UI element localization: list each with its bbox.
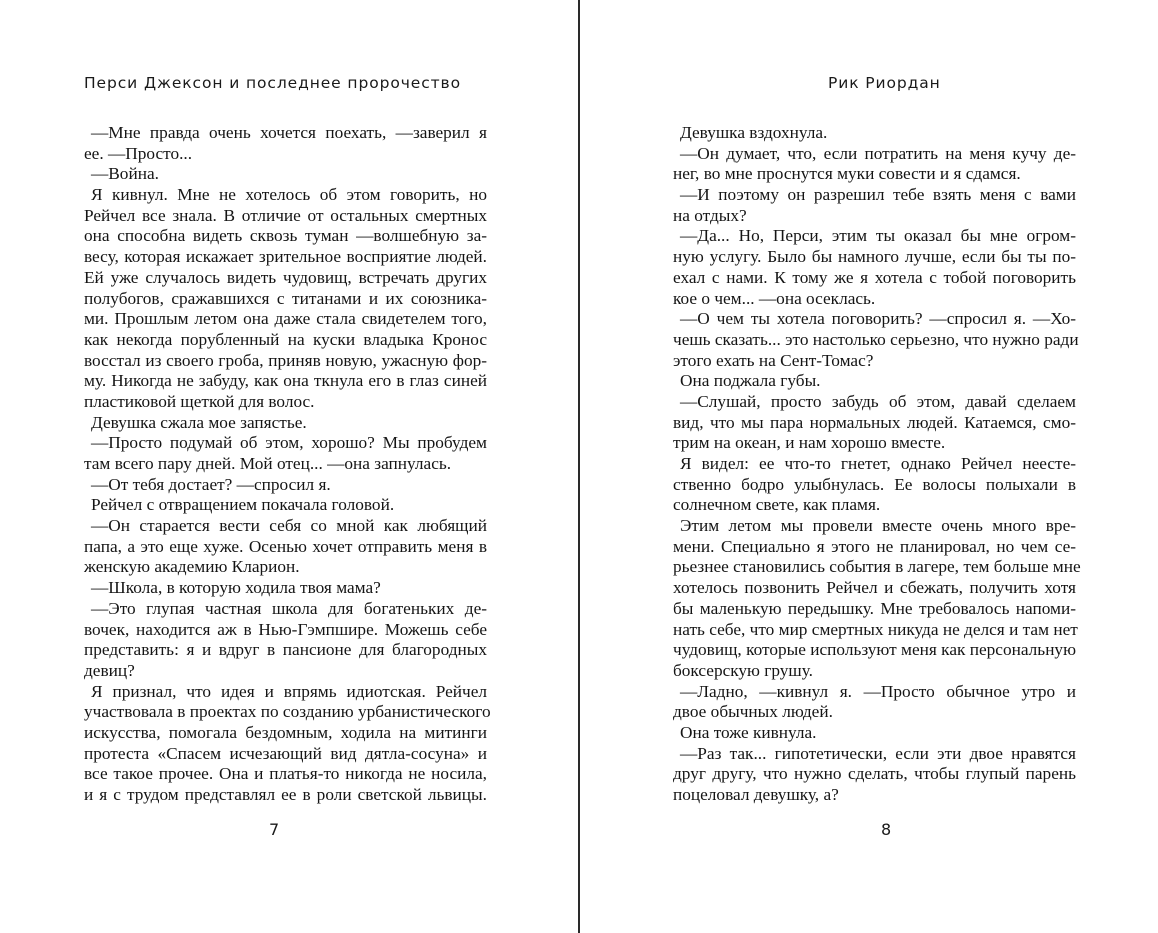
text-line: Этим летом мы провели вместе очень много вре- <box>680 516 1076 536</box>
text-line: ную услугу. Было бы намного лучше, если бы ты по- <box>673 247 1076 267</box>
text-line: двое обычных людей. <box>673 702 833 722</box>
text-line: протеста «Спасем исчезающий вид дятла-сосуна» и <box>84 743 487 763</box>
text-line: девиц? <box>84 660 135 680</box>
right-page-number: 8 <box>881 820 892 839</box>
text-line: нег, во мне проснутся муки совести и я сдамся. <box>673 164 1021 184</box>
text-line: ее. —Просто... <box>84 143 193 163</box>
text-line: на отдых? <box>673 205 747 225</box>
left-body-text <box>84 123 491 806</box>
text-line: искусства, помогала бездомным, ходила на митинги <box>84 722 487 742</box>
text-line: хотелось позвонить Рейчел и сбежать, получить хотя <box>673 578 1076 598</box>
text-line: ехал с нами. К тому же я хотела с тобой поговорить <box>673 267 1076 287</box>
text-line: она способна видеть сквозь туман —волшебную за- <box>84 226 487 246</box>
left-page-number: 7 <box>269 820 280 839</box>
text-line: как некогда порубленный на куски владыка Кронос <box>84 329 487 349</box>
text-line: друг другу, что нужно сделать, чтобы глупый парень <box>673 764 1076 784</box>
text-line: восстал из своего гроба, приняв новую, ужасную фор- <box>84 350 487 370</box>
text-line: —Просто подумай об этом, хорошо? Мы пробудем <box>91 433 487 453</box>
right-page <box>580 0 1158 933</box>
text-line: Она тоже кивнула. <box>680 722 817 742</box>
left-running-head: Перси Джексон и последнее пророчество <box>84 74 461 92</box>
text-line: ми. Прошлым летом она даже стала свидетелем того, <box>84 309 487 329</box>
text-line: участвовала в проектах по созданию урбанистического <box>84 702 491 722</box>
text-line: чудовищ, которые используют меня как персональную <box>673 640 1076 660</box>
text-line: —Школа, в которую ходила твоя мама? <box>91 578 381 598</box>
text-line: поцеловал девушку, а? <box>673 785 839 804</box>
text-line: рьезнее становились события в лагере, тем больше мне <box>673 557 1081 577</box>
text-line: представить: я и вдруг в пансионе для благородных <box>84 640 487 660</box>
text-line: —Война. <box>91 164 159 184</box>
text-line: —Слушай, просто забудь об этом, давай сделаем <box>680 391 1076 411</box>
text-line: полубогов, сражавшихся с титанами и их союзника- <box>84 288 487 308</box>
text-line: трим на океан, и нам хорошо вместе. <box>673 433 946 453</box>
text-line: Рейчел с отвращением покачала головой. <box>91 495 395 515</box>
text-line: Ей уже случалось видеть чудовищ, встречать других <box>84 267 487 287</box>
text-line: весу, которая искажает зрительное восприятие людей. <box>84 247 487 267</box>
text-line: ственно бодро улыбнулась. Ее волосы полыхали в <box>673 474 1076 494</box>
left-page <box>0 0 578 933</box>
text-line: вочек, находится аж в Нью-Гэмпшире. Можешь себе <box>84 619 487 639</box>
text-line: —И поэтому он разрешил тебе взять меня с вами <box>680 185 1076 205</box>
text-line: —Раз так... гипотетически, если эти двое нравятся <box>680 743 1076 763</box>
text-line: Она поджала губы. <box>680 371 821 391</box>
text-line: папа, а это еще хуже. Осенью хочет отправить меня в <box>84 536 487 556</box>
text-line: и я с трудом представлял ее в роли светской львицы. <box>84 785 487 804</box>
text-line: бы маленькую передышку. Мне требовалось напоми- <box>673 598 1076 618</box>
text-line: Я видел: ее что-то гнетет, однако Рейчел неесте- <box>680 454 1076 473</box>
text-line: все такое прочее. Она и платья-то никогда не носила, <box>84 764 487 784</box>
text-line: чешь сказать... это настолько серьезно, что нужно ради <box>673 329 1079 349</box>
text-line: вид, что мы пара нормальных людей. Катаемся, смо- <box>673 412 1076 432</box>
text-line: солнечном свете, как пламя. <box>673 495 881 515</box>
text-line: —Ладно, —кивнул я. —Просто обычное утро и <box>680 681 1076 701</box>
text-line: —От тебя достает? —спросил я. <box>91 474 331 494</box>
text-line: —Да... Но, Перси, этим ты оказал бы мне огром- <box>680 226 1076 246</box>
text-line: —Он думает, что, если потратить на меня кучу де- <box>680 143 1076 163</box>
text-line: женскую академию Кларион. <box>84 557 300 577</box>
text-line: мени. Специально я этого не планировал, но чем се- <box>673 536 1076 556</box>
text-line: Рейчел все знала. В отличие от остальных смертных <box>84 205 487 225</box>
right-body-text <box>673 123 1081 806</box>
text-line: му. Никогда не забуду, как она ткнула его в глаз синей <box>84 371 487 391</box>
text-line: нать себе, что мир смертных никуда не делся и там нет <box>673 619 1078 639</box>
text-line: Девушка сжала мое запястье. <box>91 412 307 432</box>
text-line: —О чем ты хотела поговорить? —спросил я. —Хо- <box>680 309 1076 329</box>
text-line: этого ехать на Сент-Томас? <box>673 350 874 370</box>
text-line: боксерскую грушу. <box>673 660 813 680</box>
text-line: —Это глупая частная школа для богатеньких де- <box>91 598 487 618</box>
text-line: там всего пару дней. Мой отец... —она запнулась. <box>84 454 452 473</box>
text-line: —Он старается вести себя со мной как любящий <box>91 516 487 536</box>
text-line: кое о чем... —она осеклась. <box>673 288 876 308</box>
text-line: пластиковой щеткой для волос. <box>84 391 315 411</box>
text-line: Я признал, что идея и впрямь идиотская. Рейчел <box>91 681 487 701</box>
right-running-head: Рик Риордан <box>828 74 941 92</box>
text-line: —Мне правда очень хочется поехать, —заверил я <box>91 123 487 142</box>
text-line: Я кивнул. Мне не хотелось об этом говорить, но <box>91 185 487 205</box>
text-line: Девушка вздохнула. <box>680 123 828 142</box>
